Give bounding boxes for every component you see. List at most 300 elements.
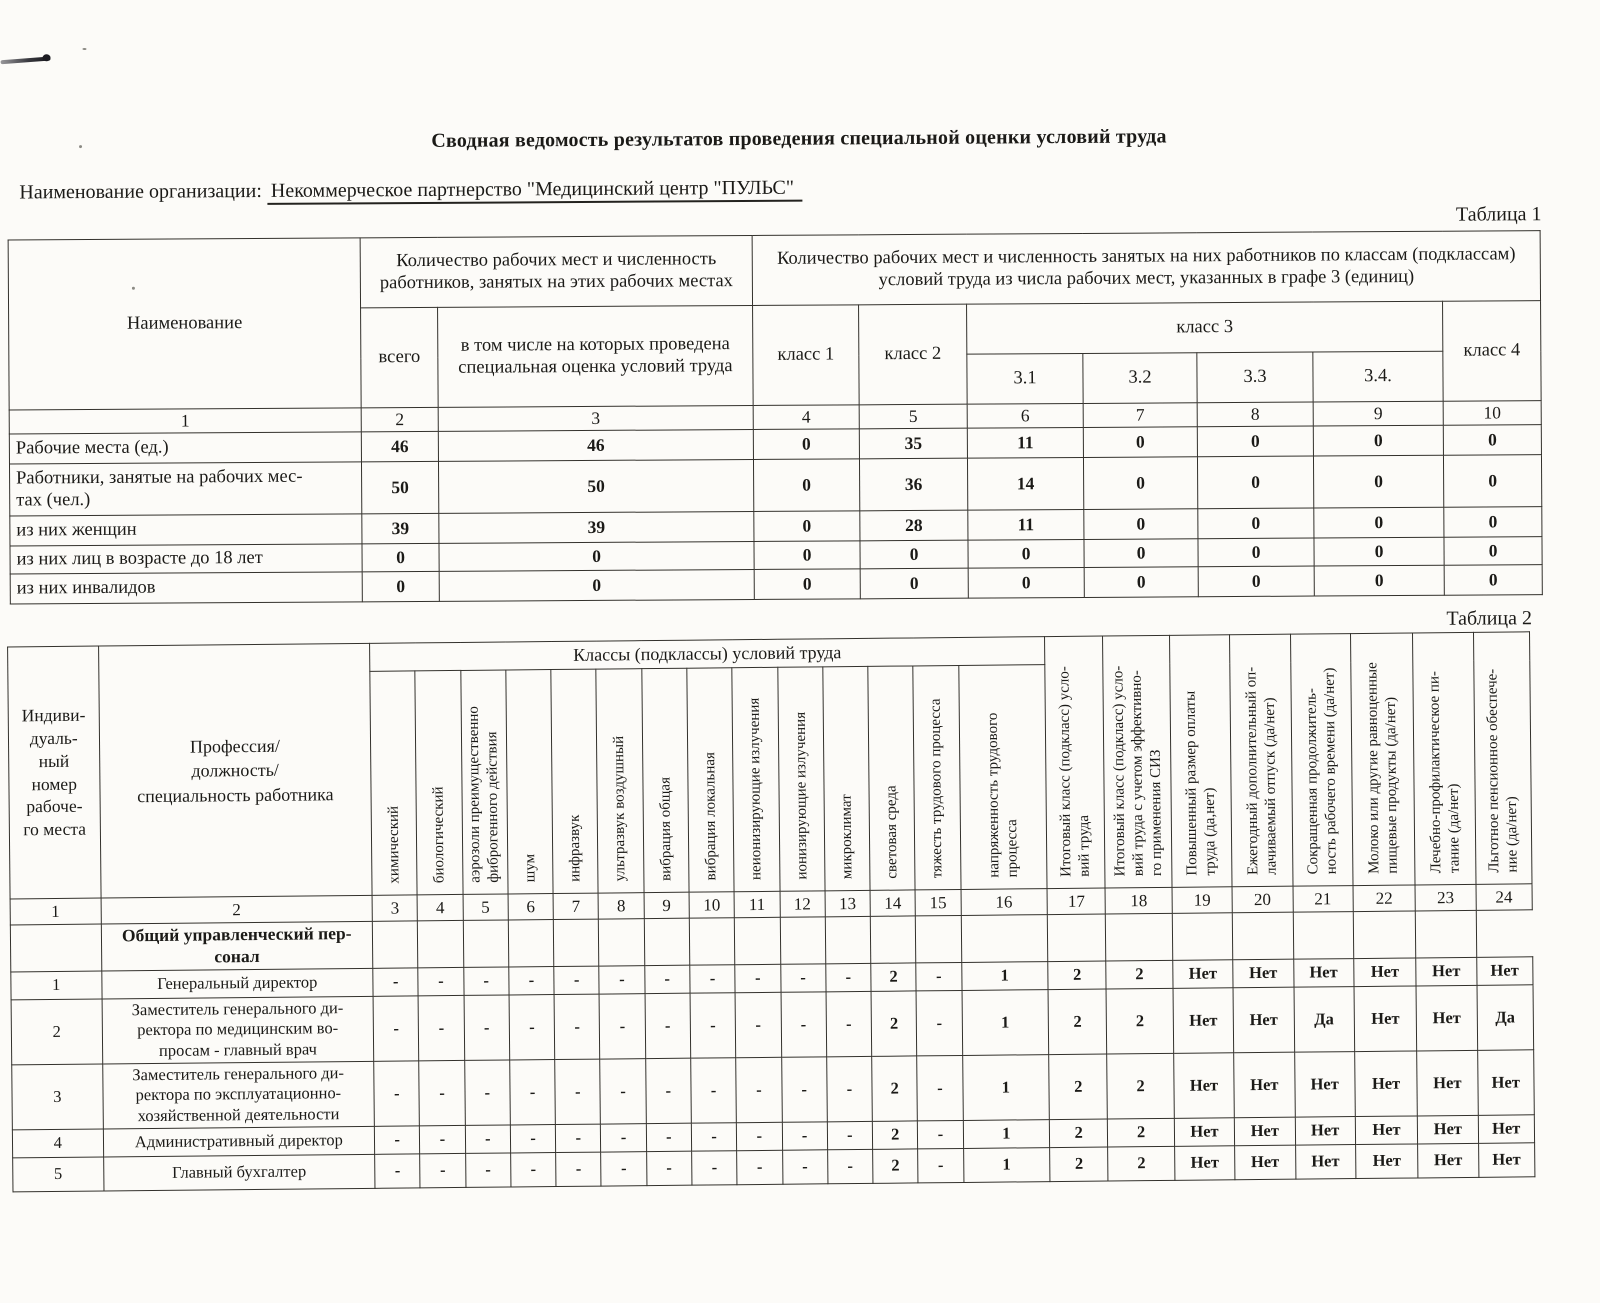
- t1-header-class2: класс 2: [859, 304, 968, 405]
- t2-cell: Нет: [1294, 1051, 1355, 1116]
- pen-dot-artifact: [42, 54, 50, 61]
- t2-cell: -: [736, 1057, 782, 1122]
- t2-header-profession: Профессия/ должность/ специальность работника: [98, 643, 372, 898]
- t2-cell: -: [691, 1122, 737, 1150]
- t2-header-id: Индиви- дуаль- ный номер рабоче- го места: [8, 646, 101, 899]
- t2-cell-empty: [916, 915, 962, 962]
- t2-cell: -: [690, 964, 736, 992]
- vertical-text: Лечебно-профилактическое пи- тание (да/нет): [1425, 670, 1463, 874]
- t2-cell: -: [418, 967, 464, 995]
- t2-factor-header: [370, 671, 417, 895]
- t2-cell-empty: [689, 918, 735, 965]
- vertical-text: химический: [385, 805, 403, 884]
- t1-colnum: 3: [438, 405, 753, 431]
- t1-row-label: из них женщин: [10, 514, 362, 546]
- t1-cell: 28: [860, 510, 968, 541]
- t1-header-group-classes: Количество рабочих мест и численность занятых на них работников по классам (подклассам) условий труда из числа рабочих мест, указанных в графе 3 (единиц): [752, 231, 1540, 306]
- vertical-text: Итоговый класс (подкласс) усло- вий труда: [1056, 666, 1094, 878]
- t1-cell: 0: [754, 541, 860, 570]
- t2-cell: -: [511, 1152, 557, 1186]
- t2-cell: -: [600, 993, 646, 1058]
- t2-colnum: 2: [101, 895, 373, 924]
- t1-row-label: из них лиц в возрасте до 18 лет: [10, 544, 362, 574]
- t2-cell: Нет: [1173, 1052, 1234, 1117]
- organization-line: [19, 172, 1599, 205]
- vertical-text: Льготное пенсионное обеспече- ние (да/нет): [1484, 668, 1521, 873]
- t2-cell: -: [464, 995, 510, 1060]
- t2-header-classes-group: Классы (подклассы) условий труда: [370, 637, 1045, 672]
- t2-cell: 2: [1049, 1119, 1108, 1148]
- t2-factor-header: [642, 668, 689, 892]
- t2-cell: Нет: [1418, 1115, 1479, 1144]
- t2-cell: -: [918, 1120, 964, 1148]
- vertical-text: инфразвук: [566, 814, 584, 882]
- t2-cell-empty: [825, 916, 871, 963]
- t1-header-class4: класс 4: [1443, 301, 1542, 402]
- t2-row-num: 3: [12, 1064, 103, 1130]
- t1-cell: 0: [860, 540, 968, 569]
- t2-cell: Нет: [1355, 1143, 1418, 1178]
- table1-caption: Таблица 1: [1455, 203, 1542, 226]
- t2-factor-header: [913, 665, 960, 889]
- t2-colnum: 12: [780, 891, 826, 917]
- t2-row-num: 1: [11, 971, 102, 1000]
- t2-result-header: [1290, 634, 1353, 887]
- t2-cell-empty: [1353, 911, 1416, 958]
- t2-result-header: [1045, 636, 1106, 889]
- t2-cell: 2: [1108, 1146, 1175, 1181]
- vertical-text: напряженность трудового процесса: [984, 712, 1021, 878]
- t1-cell: 0: [754, 569, 860, 600]
- vertical-text: световая среда: [883, 785, 901, 879]
- vertical-text: неионизирующие излучения: [746, 697, 765, 881]
- t2-cell: Нет: [1478, 1114, 1535, 1143]
- t2-cell: -: [463, 967, 509, 995]
- t2-cell: -: [418, 995, 464, 1060]
- t2-cell: 1: [962, 1054, 1049, 1120]
- t2-cell: -: [601, 1123, 647, 1151]
- t2-colnum: 20: [1232, 886, 1293, 913]
- t1-cell: 0: [1444, 537, 1542, 566]
- vertical-text: Ежегодный дополнительный оп- лачиваемый отпуск (да/нет): [1242, 666, 1280, 876]
- t1-row-label: Работники, занятые на рабочих мес- тах (чел.): [9, 462, 361, 516]
- t2-colnum: 14: [870, 890, 916, 916]
- t2-cell: Нет: [1295, 1116, 1356, 1145]
- t2-colnum: 11: [734, 891, 780, 917]
- t1-cell: 0: [1084, 567, 1198, 598]
- t2-cell: -: [782, 1149, 828, 1183]
- t1-header-class3-3: 3.3: [1197, 352, 1313, 403]
- t2-cell: Нет: [1233, 959, 1294, 988]
- t2-cell: 1: [961, 961, 1048, 990]
- t2-cell: 2: [871, 991, 917, 1056]
- t2-cell: Нет: [1293, 958, 1354, 987]
- t1-cell: 0: [754, 511, 860, 542]
- t2-cell-empty: [553, 919, 599, 966]
- t2-cell: Нет: [1235, 1145, 1296, 1180]
- t2-factor-header: [687, 668, 734, 892]
- t2-factor-header: [551, 669, 598, 893]
- t2-cell: -: [465, 1124, 511, 1152]
- t1-cell: 0: [1198, 508, 1314, 539]
- t2-cell: -: [464, 1060, 510, 1125]
- t1-colnum: 10: [1443, 401, 1541, 426]
- t2-colnum: 21: [1293, 886, 1354, 913]
- t2-profession: Генеральный директор: [101, 968, 373, 999]
- t2-row-num: 2: [11, 999, 102, 1065]
- t2-cell: 2: [1048, 989, 1107, 1054]
- t1-cell: 0: [1314, 507, 1444, 538]
- t2-result-header: [1350, 633, 1415, 886]
- vertical-text: ионизирующие излучения: [792, 711, 810, 880]
- t2-cell: -: [646, 1123, 692, 1151]
- t2-colnum: 23: [1415, 884, 1476, 911]
- table-row: [8, 231, 1540, 310]
- t2-result-header: [1230, 634, 1293, 887]
- t1-colnum: 4: [753, 405, 859, 430]
- t2-cell: -: [690, 992, 736, 1057]
- t2-cell: 2: [1049, 1054, 1108, 1119]
- t2-cell: -: [601, 1151, 647, 1185]
- t2-cell: -: [735, 964, 781, 992]
- t2-colnum: 13: [825, 890, 871, 916]
- t2-group-name: Общий управленческий пер- сонал: [101, 921, 373, 970]
- t2-cell-empty: [735, 917, 781, 964]
- t2-cell: -: [691, 1057, 737, 1122]
- t1-colnum: 7: [1083, 403, 1197, 428]
- t2-cell: Нет: [1234, 1052, 1295, 1117]
- t1-colnum: 6: [967, 403, 1083, 428]
- t2-cell-empty: [1415, 910, 1476, 957]
- t2-colnum: 1: [10, 898, 101, 925]
- t1-cell: 0: [1443, 455, 1541, 508]
- scan-speck: [82, 48, 86, 50]
- t2-cell: 1: [962, 989, 1049, 1055]
- t1-cell: 35: [859, 428, 967, 459]
- t2-cell: 2: [1108, 1118, 1175, 1147]
- t1-cell: 0: [439, 569, 754, 601]
- vertical-text: Повышенный размер оплаты труда (да,нет): [1182, 690, 1219, 876]
- t2-cell: Нет: [1478, 1142, 1535, 1177]
- t1-cell: 50: [438, 459, 753, 513]
- t1-cell: 0: [753, 429, 859, 460]
- t2-cell: -: [600, 1058, 646, 1123]
- table1-summary: [8, 230, 1543, 604]
- t2-cell: -: [826, 991, 872, 1056]
- t1-cell: 11: [967, 427, 1083, 458]
- t2-row-num: 4: [12, 1129, 103, 1158]
- t1-cell: 0: [1198, 566, 1314, 597]
- t1-cell: 0: [1083, 427, 1197, 458]
- t2-cell: -: [645, 1058, 691, 1123]
- t2-cell: -: [826, 1056, 872, 1121]
- document-title: Сводная ведомость результатов проведения специальной оценки условий труда: [431, 125, 1167, 152]
- t2-cell: 2: [872, 1056, 918, 1121]
- t2-cell: Нет: [1174, 1145, 1235, 1180]
- t2-cell: -: [554, 994, 600, 1059]
- table-row: [9, 455, 1541, 516]
- t2-cell: -: [419, 1060, 465, 1125]
- t2-cell: -: [645, 993, 691, 1058]
- t1-header-class3: класс 3: [967, 301, 1443, 354]
- t2-cell: -: [826, 963, 872, 991]
- t1-cell: 0: [1443, 425, 1541, 456]
- t2-cell: 2: [1048, 961, 1107, 990]
- t2-profession: Административный директор: [103, 1126, 375, 1157]
- t2-cell: -: [420, 1125, 466, 1153]
- t1-header-class3-1: 3.1: [967, 353, 1083, 404]
- t2-cell: 2: [1107, 1053, 1174, 1119]
- t2-cell: -: [646, 1151, 692, 1185]
- t2-cell-empty: [961, 915, 1048, 963]
- t2-cell: Нет: [1418, 1143, 1479, 1178]
- vertical-text: Сокращенная продолжитель- ность рабочего времени (да/нет): [1303, 667, 1340, 875]
- vertical-text: Итоговый класс (подкласс) усло- вий труда с учетом эффективно- го применения СИЗ: [1110, 665, 1165, 877]
- t2-factor-header: [460, 670, 507, 894]
- t1-cell: 0: [362, 571, 439, 601]
- t2-colnum: 15: [915, 889, 961, 915]
- t2-colnum: 17: [1047, 888, 1106, 915]
- t2-row-num: 5: [13, 1157, 104, 1192]
- t2-colnum: 22: [1353, 885, 1416, 912]
- t2-factor-header: [958, 665, 1047, 890]
- t1-header-class3-4: 3.4.: [1313, 351, 1443, 402]
- t2-cell-empty: [1232, 912, 1293, 959]
- t2-cell-empty: [1293, 912, 1354, 959]
- t2-cell-empty: [10, 924, 101, 972]
- t2-cell: 2: [1106, 960, 1173, 989]
- t2-colnum: 18: [1105, 887, 1172, 914]
- vertical-text: ультразвук воздушный: [611, 735, 629, 882]
- t2-factor-header: [596, 669, 643, 893]
- t2-colnum: 7: [553, 893, 599, 919]
- t2-cell: 1: [963, 1119, 1050, 1148]
- t2-cell: -: [781, 992, 827, 1057]
- t1-cell: 14: [967, 457, 1083, 510]
- t2-cell: -: [781, 1056, 827, 1121]
- t2-cell: -: [780, 964, 826, 992]
- t2-cell: -: [374, 1125, 420, 1153]
- t2-cell: -: [375, 1153, 421, 1187]
- t2-cell: -: [692, 1150, 738, 1184]
- t1-cell: 0: [1314, 537, 1444, 566]
- t2-cell: Да: [1294, 986, 1355, 1051]
- t2-colnum: 10: [689, 892, 735, 918]
- t2-cell: Нет: [1416, 957, 1477, 986]
- t1-cell: 39: [439, 511, 754, 543]
- table2-caption: Таблица 2: [1446, 607, 1533, 630]
- t2-profession: Заместитель генерального ди- ректора по медицинским во- просам - главный врач: [102, 996, 374, 1064]
- t2-cell: Нет: [1477, 1049, 1534, 1114]
- t2-cell: Нет: [1355, 1051, 1418, 1116]
- t2-cell: -: [644, 965, 690, 993]
- t1-cell: 36: [859, 458, 967, 511]
- t1-cell: 0: [362, 543, 439, 571]
- t1-cell: 50: [361, 461, 438, 513]
- t1-colnum: 5: [859, 404, 967, 429]
- t2-cell: -: [556, 1152, 602, 1186]
- t2-factor-header: [777, 667, 824, 891]
- t2-cell: Нет: [1354, 958, 1417, 987]
- t1-colnum: 1: [9, 408, 361, 434]
- t2-cell: Нет: [1416, 985, 1477, 1050]
- t2-result-header: [1103, 635, 1172, 888]
- t2-cell-empty: [508, 920, 554, 967]
- t1-cell: 39: [362, 513, 439, 543]
- t2-cell: -: [737, 1122, 783, 1150]
- t2-cell: 2: [873, 1148, 919, 1182]
- t2-cell: -: [373, 996, 419, 1061]
- t2-cell-empty: [870, 916, 916, 963]
- t2-cell: -: [554, 966, 600, 994]
- t2-cell-empty: [1106, 913, 1173, 960]
- t2-cell: -: [373, 968, 419, 996]
- t2-cell-empty: [644, 918, 690, 965]
- t1-cell: 0: [1084, 539, 1198, 568]
- t1-row-label: из них инвалидов: [10, 572, 362, 604]
- t2-cell: -: [916, 962, 962, 990]
- t2-colnum: 3: [372, 895, 418, 921]
- t1-cell: 0: [439, 541, 754, 571]
- t1-cell: 0: [1444, 565, 1542, 596]
- t1-colnum: 8: [1197, 402, 1313, 427]
- t2-colnum: 4: [417, 894, 463, 920]
- vertical-text: биологический: [430, 786, 448, 884]
- table2-workplaces: [7, 631, 1535, 1192]
- t2-colnum: 19: [1172, 887, 1233, 914]
- t2-cell-empty: [599, 919, 645, 966]
- t2-cell: -: [555, 1059, 601, 1124]
- vertical-text: шум: [522, 853, 539, 883]
- t2-result-header: [1169, 635, 1232, 888]
- t1-cell: 0: [968, 567, 1084, 598]
- t2-cell-empty: [372, 921, 418, 968]
- t1-cell: 0: [1313, 455, 1443, 508]
- t2-factor-header: [732, 667, 779, 891]
- t2-cell: 2: [871, 963, 917, 991]
- t2-cell: -: [918, 1148, 964, 1182]
- t2-colnum: 24: [1476, 884, 1533, 911]
- t2-factor-header: [415, 670, 462, 894]
- t2-colnum: 8: [599, 893, 645, 919]
- t2-profession: Главный бухгалтер: [103, 1154, 375, 1191]
- t1-cell: 0: [1314, 565, 1444, 596]
- t1-cell: 11: [968, 509, 1084, 540]
- t2-colnum: 6: [508, 894, 554, 920]
- t1-cell: 0: [1197, 456, 1313, 509]
- scan-speck: [132, 287, 135, 290]
- t2-cell: Да: [1477, 985, 1534, 1050]
- t2-factor-header: [868, 666, 915, 890]
- t2-cell: -: [735, 992, 781, 1057]
- t2-factor-header: [506, 670, 553, 894]
- t2-result-header: [1413, 632, 1476, 885]
- t2-cell: -: [917, 1055, 963, 1120]
- t2-cell: -: [510, 1059, 556, 1124]
- t1-header-total: всего: [361, 307, 439, 407]
- t2-cell: -: [916, 990, 962, 1055]
- t2-cell: Нет: [1417, 1050, 1478, 1115]
- scan-speck: [79, 145, 82, 148]
- t2-cell: -: [374, 1061, 420, 1126]
- t1-colnum: 9: [1313, 401, 1443, 426]
- t2-cell: 1: [963, 1147, 1050, 1182]
- t2-cell: Нет: [1173, 988, 1234, 1053]
- t2-cell: Нет: [1173, 960, 1234, 989]
- t2-cell-empty: [1047, 914, 1106, 961]
- t2-colnum: 16: [961, 889, 1048, 916]
- vertical-text: тяжесть трудового процесса: [927, 698, 946, 879]
- t2-cell-empty: [463, 920, 509, 967]
- vertical-text: микроклимат: [838, 794, 856, 880]
- t1-header-name: Наименование: [8, 238, 361, 410]
- t2-colnum: 9: [644, 892, 690, 918]
- t2-cell: Нет: [1234, 1117, 1295, 1146]
- t1-header-group-jobs: Количество рабочих мест и численность работников, занятых на этих рабочих местах: [360, 235, 752, 307]
- t2-cell-empty: [418, 920, 464, 967]
- vertical-text: аэрозоли преимущественно фиброгенного действия: [466, 706, 503, 883]
- t1-colnum: 2: [361, 407, 438, 431]
- t2-cell: -: [420, 1153, 466, 1187]
- t1-header-class1: класс 1: [753, 305, 860, 406]
- t1-cell: 0: [1198, 538, 1314, 567]
- t2-cell: Нет: [1354, 986, 1417, 1051]
- t1-cell: 0: [1197, 426, 1313, 457]
- t2-cell: Нет: [1174, 1117, 1235, 1146]
- t2-cell: -: [509, 994, 555, 1059]
- t2-cell: Нет: [1233, 987, 1294, 1052]
- t2-cell: Нет: [1355, 1115, 1418, 1144]
- t2-profession: Заместитель генерального ди- ректора по эксплуатационно- хозяйственной деятельности: [102, 1061, 374, 1129]
- t1-cell: 0: [968, 539, 1084, 568]
- t1-cell: 0: [1084, 509, 1198, 540]
- t2-cell: -: [827, 1121, 873, 1149]
- t2-cell: -: [737, 1150, 783, 1184]
- t2-cell: 2: [872, 1120, 918, 1148]
- t1-header-assessed: в том числе на которых проведена специальная оценка условий труда: [438, 305, 754, 407]
- t2-cell-empty: [780, 917, 826, 964]
- t2-cell: -: [510, 1124, 556, 1152]
- t2-cell: 2: [1050, 1147, 1109, 1182]
- t1-cell: 0: [1083, 457, 1197, 510]
- t1-cell: 0: [1444, 507, 1542, 538]
- t2-cell: Нет: [1295, 1144, 1356, 1179]
- t1-cell: 46: [438, 429, 753, 461]
- t2-cell: -: [599, 965, 645, 993]
- t1-cell: 46: [361, 431, 438, 461]
- t2-result-header: [1473, 632, 1532, 885]
- organization-name: Некоммерческое партнерство "Медицинский центр "ПУЛЬС": [267, 177, 802, 205]
- t2-colnum: 5: [463, 894, 509, 920]
- t2-factor-header: [823, 666, 870, 890]
- t1-header-class3-2: 3.2: [1083, 353, 1197, 404]
- organization-label: Наименование организации:: [19, 179, 262, 204]
- t2-cell: -: [556, 1124, 602, 1152]
- t2-cell: -: [782, 1121, 828, 1149]
- t1-cell: 0: [753, 459, 859, 512]
- vertical-text: вибрация общая: [657, 776, 675, 881]
- t2-cell: -: [827, 1149, 873, 1183]
- t2-cell-empty: [1172, 913, 1233, 960]
- t1-cell: 0: [860, 568, 968, 599]
- t2-cell: Нет: [1476, 957, 1533, 986]
- t2-cell: -: [465, 1152, 511, 1186]
- t1-cell: 0: [1313, 425, 1443, 456]
- t1-row-label: Рабочие места (ед.): [9, 432, 361, 464]
- t2-cell: 2: [1106, 988, 1173, 1054]
- vertical-text: Молоко или другие равноценные пищевые продукты (да/нет): [1364, 662, 1401, 874]
- t2-cell: -: [509, 966, 555, 994]
